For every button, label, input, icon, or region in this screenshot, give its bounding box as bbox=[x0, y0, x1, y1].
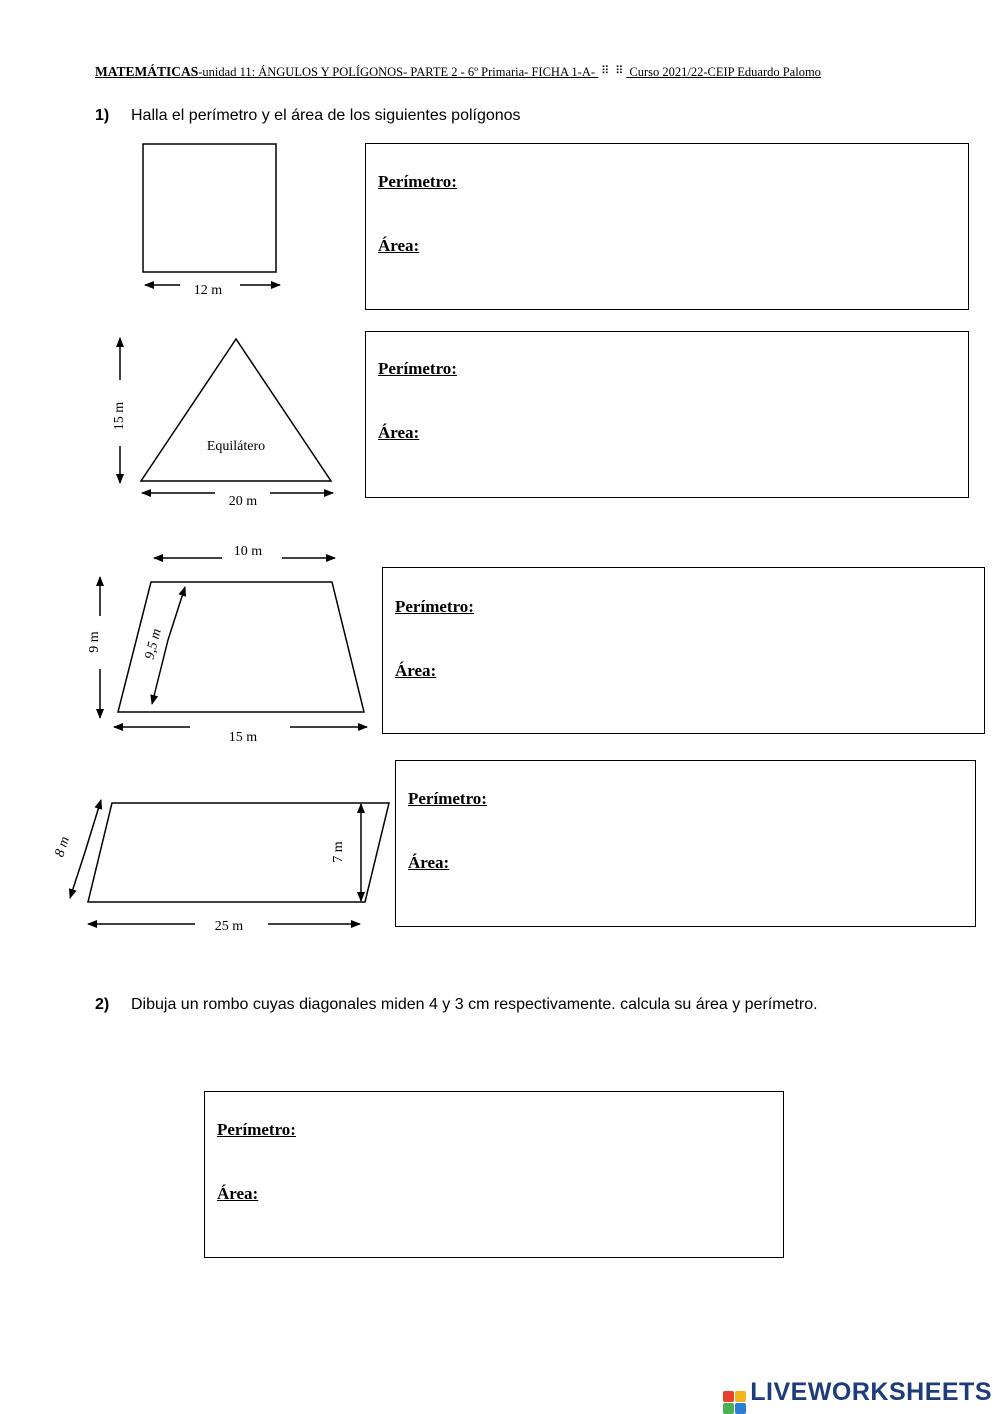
area-label: Área: bbox=[408, 853, 450, 872]
question-number: 1) bbox=[95, 107, 110, 124]
answer-box-parallelogram[interactable] bbox=[395, 760, 976, 927]
braille-icon: ⠿ bbox=[601, 64, 610, 77]
area-label: Área: bbox=[378, 236, 420, 255]
header-unit: -unidad 11: ÁNGULOS Y POLÍGONOS- PARTE 2 - 6º Primaria- FICHA 1-A- bbox=[198, 65, 596, 79]
logo-square bbox=[735, 1391, 746, 1402]
parallelogram-side-arrow-down bbox=[70, 852, 85, 898]
parallelogram-side-label: 8 m bbox=[52, 834, 73, 860]
answer-box-rhombus[interactable] bbox=[204, 1091, 784, 1258]
question-text: Halla el perímetro y el área de los siguientes polígonos bbox=[131, 107, 521, 124]
perimeter-label: Perímetro: bbox=[378, 359, 457, 378]
area-label: Área: bbox=[395, 661, 437, 680]
triangle-base-label: 20 m bbox=[228, 494, 258, 509]
answer-box-triangle[interactable] bbox=[365, 331, 969, 498]
triangle-height-label: 15 m bbox=[112, 401, 127, 431]
answer-box-trapezoid[interactable] bbox=[382, 567, 985, 734]
logo-square bbox=[723, 1391, 734, 1402]
logo-text: LIVEWORKSHEETS bbox=[750, 1378, 992, 1406]
square-shape bbox=[143, 144, 276, 272]
perimeter-label: Perímetro: bbox=[408, 789, 487, 808]
trapezoid-slant-label: 9,5 m bbox=[142, 627, 165, 662]
liveworksheets-logo bbox=[723, 1378, 992, 1414]
question-2 bbox=[95, 996, 818, 1014]
perimeter-label: Perímetro: bbox=[217, 1120, 296, 1139]
area-label: Área: bbox=[378, 423, 420, 442]
parallelogram-height-label: 7 m bbox=[331, 841, 346, 863]
trapezoid-top-label: 10 m bbox=[233, 544, 263, 559]
logo-square bbox=[723, 1403, 734, 1414]
parallelogram-side-arrow-up bbox=[85, 800, 101, 852]
header-course: Curso 2021/22-CEIP Eduardo Palomo bbox=[629, 65, 821, 79]
question-text: Dibuja un rombo cuyas diagonales miden 4 y 3 cm respectivamente. calcula su área y perímetro. bbox=[131, 996, 818, 1013]
parallelogram-base-label: 25 m bbox=[214, 919, 244, 934]
liveworksheets-logo-icon bbox=[723, 1391, 746, 1414]
trapezoid-slant-arrow-up bbox=[168, 587, 185, 640]
perimeter-label: Perímetro: bbox=[395, 597, 474, 616]
logo-square bbox=[735, 1403, 746, 1414]
header-subject: MATEMÁTICAS bbox=[95, 64, 199, 79]
perimeter-label: Perímetro: bbox=[378, 172, 457, 191]
area-label: Área: bbox=[217, 1184, 259, 1203]
question-number: 2) bbox=[95, 996, 110, 1013]
trapezoid-height-label: 9 m bbox=[87, 631, 102, 653]
triangle-shape bbox=[141, 339, 331, 481]
square-side-label: 12 m bbox=[193, 283, 223, 298]
triangle-type-label: Equilátero bbox=[206, 439, 266, 454]
braille-icon: ⠿ bbox=[615, 64, 624, 77]
trapezoid-base-label: 15 m bbox=[228, 730, 258, 745]
answer-box-square[interactable] bbox=[365, 143, 969, 310]
